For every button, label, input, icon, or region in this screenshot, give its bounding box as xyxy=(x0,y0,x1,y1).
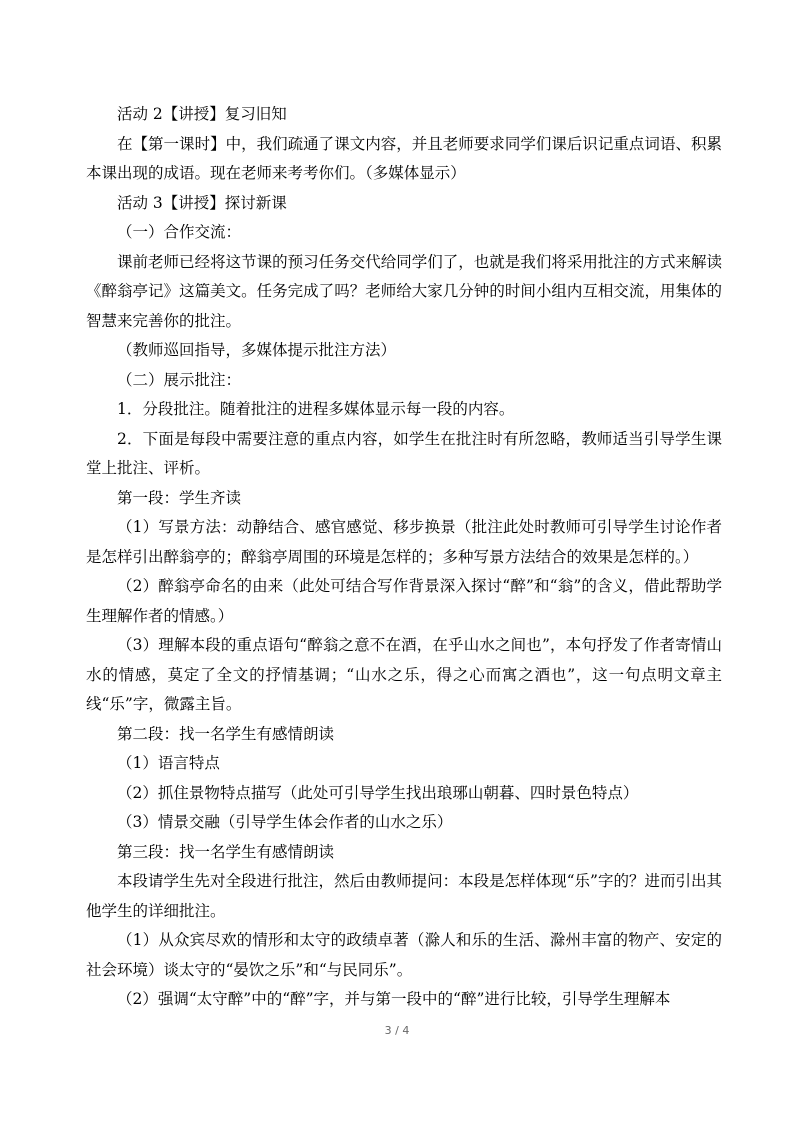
heading-activity-2: 活动 2【讲授】复习旧知 xyxy=(117,105,287,123)
heading-activity-3: 活动 3【讲授】探讨新课 xyxy=(117,193,287,212)
document-body xyxy=(86,100,722,1015)
section-paragraph-3: 第三段：找一名学生有感情朗读 xyxy=(117,842,335,861)
section-paragraph-2: 第二段：找一名学生有感情朗读 xyxy=(117,724,335,743)
page-number: 3 / 4 xyxy=(384,1024,410,1037)
point-1-1: （1）写景方法：动静结合、感官感觉、移步换景（批注此处时教师可引导学生讨论作者是怎样引出醉翁亭的；醉翁亭周围的环境是怎样的；多种写景方法结合的效果是怎样的。） xyxy=(86,518,722,566)
point-1-3: （3）理解本段的重点语句“醉翁之意不在酒，在乎山水之间也”，本句抒发了作者寄情山水的情感，莫定了全文的抒情基调；“山水之乐，得之心而寓之酒也”，这一句点明文章主线“乐”字，微露主旨。 xyxy=(86,636,722,713)
point-2-2: （2）抓住景物特点描写（此处可引导学生找出琅琊山朝暮、四时景色特点） xyxy=(117,783,639,802)
paragraph-3-intro: 本段请学生先对全段进行批注，然后由教师提问：本段是怎样体现“乐”字的？进而引出其他学生的详细批注。 xyxy=(86,872,722,920)
paragraph-teacher-guidance: （教师巡回指导，多媒体提示批注方法） xyxy=(117,341,397,359)
subheading-cooperation: （一）合作交流： xyxy=(117,223,242,241)
paragraph-preview-task: 课前老师已经将这节课的预习任务交代给同学们了，也就是我们将采用批注的方式来解读《醉翁亭记》这篇美文。任务完成了吗？老师给大家几分钟的时间小组内互相交流，用集体的智慧来完善你的批注。 xyxy=(86,252,722,330)
subheading-show-annotation: （二）展示批注： xyxy=(117,370,242,389)
point-3-2: （2）强调“太守醉”中的“醉”字，并与第一段中的“醉”进行比较，引导学生理解本 xyxy=(117,990,671,1008)
section-paragraph-1: 第一段：学生齐读 xyxy=(117,488,242,507)
point-1-2: （2）醉翁亭命名的由来（此处可结合写作背景深入探讨“醉”和“翁”的含义，借此帮助学生理解作者的情感。） xyxy=(86,577,722,625)
point-2-3: （3）情景交融（引导学生体会作者的山水之乐） xyxy=(117,813,453,831)
point-3-1: （1）从众宾尽欢的情形和太守的政绩卓著（滁人和乐的生活、滁州丰富的物产、安定的社会环境）谈太守的“晏饮之乐”和“与民同乐”。 xyxy=(86,931,722,979)
paragraph-review-intro: 在【第一课时】中，我们疏通了课文内容，并且老师要求同学们课后识记重点词语、积累本课出现的成语。现在老师来考考你们。（多媒体显示） xyxy=(86,134,722,182)
list-item-2: 2．下面是每段中需要注意的重点内容，如学生在批注时有所忽略，教师适当引导学生课堂上批注、评析。 xyxy=(86,429,722,477)
list-item-1: 1．分段批注。随着批注的进程多媒体显示每一段的内容。 xyxy=(117,400,515,418)
point-2-1: （1）语言特点 xyxy=(117,754,220,772)
